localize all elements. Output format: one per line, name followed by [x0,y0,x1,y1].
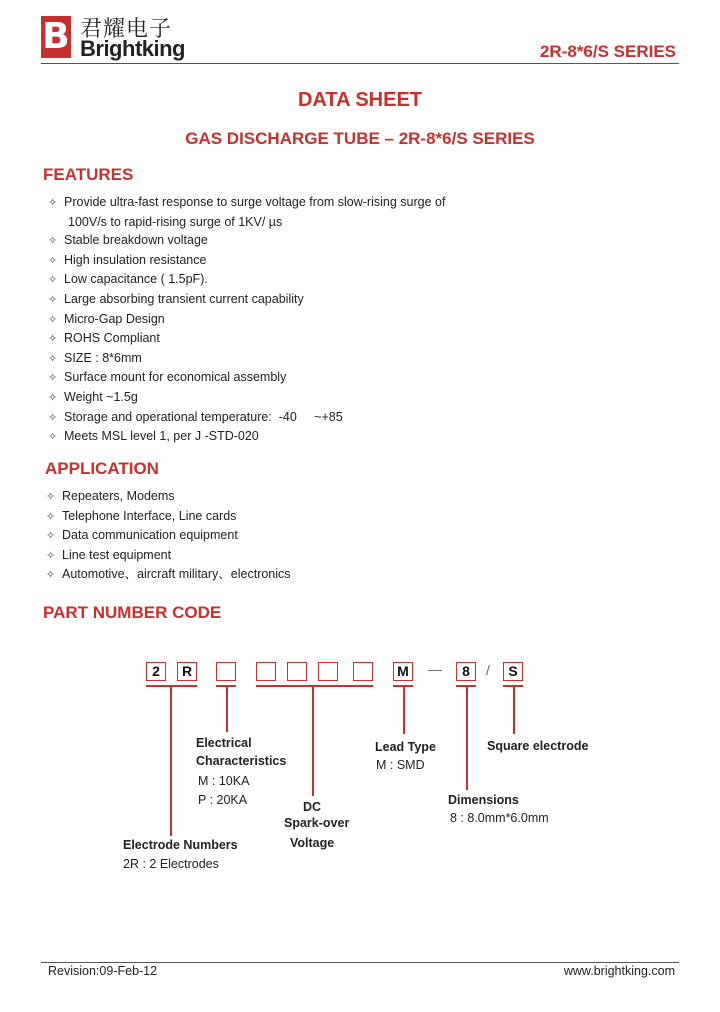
diamond-bullet-icon: ✧ [46,549,56,562]
diamond-bullet-icon: ✧ [48,313,58,326]
list-item: ✧ Stable breakdown voltage [48,231,445,251]
features-list [48,193,445,447]
pn-electrode-label: Electrode Numbers [123,838,238,852]
pn-box-voltage-4 [353,662,373,681]
pn-bracket-electrode [146,685,197,687]
brightking-logo-mark: B [42,16,70,57]
list-item: ✧ Large absorbing transient current capability [48,290,445,310]
footer-divider [41,962,679,963]
pn-electrical-label-2: Characteristics [196,754,287,768]
pn-box-electrode-letter: R [177,662,197,681]
pn-bracket-voltage [256,685,373,687]
pn-electrical-label-1: Electrical [196,736,252,750]
pn-dash-separator: — [428,661,442,677]
page-title: DATA SHEET [297,89,423,111]
revision-date: Revision:09-Feb-12 [48,964,158,978]
diamond-bullet-icon: ✧ [48,197,58,209]
features-heading: FEATURES [43,165,134,184]
pn-dimension-label: Dimensions [448,793,519,807]
list-item: ✧ Data communication equipment [46,526,291,546]
pn-electrical-m: M : 10KA [198,774,250,788]
pn-box-square-electrode: S [503,662,523,681]
diamond-bullet-icon: ✧ [48,293,58,306]
application-list [46,487,291,585]
diamond-bullet-icon: ✧ [48,235,58,248]
logo-chinese-name: 君耀电子 [80,17,173,42]
pn-lead-label: Lead Type [375,740,436,754]
list-item: ✧ Micro-Gap Design [48,310,445,330]
pn-leader-lead [403,686,405,734]
pn-leader-electrode [170,686,172,836]
pn-leader-square [513,686,515,734]
diamond-bullet-icon: ✧ [48,352,58,365]
diamond-bullet-icon: ✧ [48,333,58,346]
list-item: ✧ SIZE : 8*6mm [48,349,445,369]
application-heading: APPLICATION [45,459,159,478]
diamond-bullet-icon: ✧ [46,491,56,503]
pn-leader-dimension [466,686,468,790]
list-item: ✧ Surface mount for economical assembly [48,368,445,388]
list-item: ✧ Repeaters, Modems [46,487,291,507]
pn-leader-voltage [312,686,314,796]
pn-dc-label-2: Spark-over [284,816,350,830]
header-divider [41,63,679,64]
pn-box-dimension: 8 [456,662,476,681]
pn-box-voltage-3 [318,662,338,681]
pn-square-label: Square electrode [487,739,589,753]
logo-brand-name: Brightking [80,36,185,61]
diamond-bullet-icon: ✧ [48,431,58,444]
pn-box-electrode-digit: 2 [146,662,166,681]
pn-box-voltage-2 [287,662,307,681]
pn-electrode-value: 2R : 2 Electrodes [123,857,219,871]
website-url: www.brightking.com [563,964,675,978]
list-item: ✧ Provide ultra-fast response to surge voltage from slow-rising surge of [48,193,445,213]
pn-box-voltage-1 [256,662,276,681]
diamond-bullet-icon: ✧ [46,569,56,582]
diamond-bullet-icon: ✧ [46,530,56,543]
pn-dc-label-1: DC [303,800,322,814]
pn-dc-label-3: Voltage [290,836,335,850]
diamond-bullet-icon: ✧ [46,510,56,523]
list-item: ✧ ROHS Compliant [48,329,445,349]
pn-slash-separator: / [486,662,490,678]
list-item-continuation: 100V/s to rapid-rising surge of 1KV/ µs [68,214,283,229]
list-item: ✧ Weight ~1.5g [48,388,445,408]
pn-dimension-value: 8 : 8.0mm*6.0mm [450,811,549,825]
pn-box-lead-type: M [393,662,413,681]
diamond-bullet-icon: ✧ [48,372,58,385]
pn-leader-electrical [226,686,228,732]
page-subtitle: GAS DISCHARGE TUBE – 2R-8*6/S SERIES [185,129,535,148]
diamond-bullet-icon: ✧ [48,274,58,287]
list-item: ✧ Low capacitance ( 1.5pF). [48,270,445,290]
pn-electrical-p: P : 20KA [198,793,248,807]
part-number-heading: PART NUMBER CODE [43,603,222,622]
list-item: ✧ Meets MSL level 1, per J -STD-020 [48,427,445,447]
diamond-bullet-icon: ✧ [48,411,58,424]
pn-lead-value: M : SMD [376,758,425,772]
pn-box-electrical [216,662,236,681]
diamond-bullet-icon: ✧ [48,391,58,404]
list-item: ✧ Line test equipment [46,546,291,566]
list-item: ✧ High insulation resistance [48,251,445,271]
diamond-bullet-icon: ✧ [48,254,58,267]
list-item: ✧ Automotive、aircraft military、electronics [46,565,291,585]
list-item: ✧ Storage and operational temperature: -40 ~+85 [48,408,445,428]
list-item: ✧ Telephone Interface, Line cards [46,507,291,527]
header-series-title: 2R-8*6/S SERIES [539,42,676,61]
